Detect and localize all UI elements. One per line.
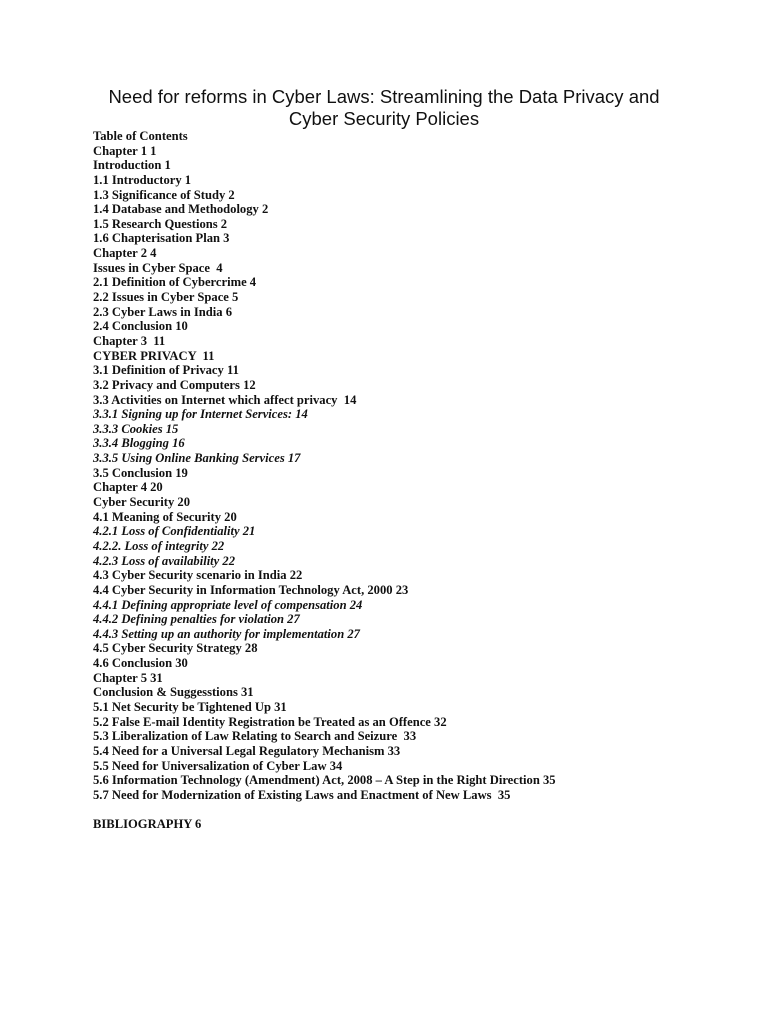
toc-entry: 5.6 Information Technology (Amendment) Act, 2008 – A Step in the Right Direction 35 — [93, 773, 556, 788]
toc-entry: Chapter 4 20 — [93, 480, 163, 495]
toc-entry: 3.3.5 Using Online Banking Services 17 — [93, 451, 301, 466]
toc-entry: 4.2.2. Loss of integrity 22 — [93, 538, 225, 553]
document-title — [40, 86, 728, 130]
toc-entry: 3.2 Privacy and Computers 12 — [93, 377, 256, 392]
toc-entry: Chapter 5 31 — [93, 670, 163, 685]
toc-entry: 4.4.2 Defining penalties for violation 27 — [93, 612, 300, 627]
toc-entry: 3.3.4 Blogging 16 — [93, 436, 185, 451]
toc-entry: Chapter 2 4 — [93, 246, 157, 261]
toc-entry: 5.3 Liberalization of Law Relating to Search and Seizure 33 — [93, 729, 417, 744]
toc-entry: 5.5 Need for Universalization of Cyber Law 34 — [93, 758, 343, 773]
toc-entry: 4.3 Cyber Security scenario in India 22 — [93, 568, 303, 583]
toc-entry: Chapter 1 1 — [93, 143, 157, 158]
table-of-contents — [93, 129, 733, 832]
toc-entry: 4.4.3 Setting up an authority for implementation 27 — [93, 626, 360, 641]
toc-entry: 2.1 Definition of Cybercrime 4 — [93, 275, 257, 290]
toc-entry: 1.1 Introductory 1 — [93, 172, 192, 187]
toc-entry: Conclusion & Suggesstions 31 — [93, 685, 254, 700]
toc-entry: 1.5 Research Questions 2 — [93, 216, 228, 231]
toc-entry: 5.2 False E-mail Identity Registration be Treated as an Offence 32 — [93, 714, 447, 729]
toc-entry: 5.1 Net Security be Tightened Up 31 — [93, 699, 287, 714]
toc-entry: 4.5 Cyber Security Strategy 28 — [93, 641, 258, 656]
toc-entry: 3.5 Conclusion 19 — [93, 465, 188, 480]
toc-entry: 4.4.1 Defining appropriate level of compensation 24 — [93, 597, 363, 612]
toc-entry: 3.3 Activities on Internet which affect privacy 14 — [93, 392, 357, 407]
toc-bibliography: BIBLIOGRAPHY 6 — [93, 817, 202, 832]
toc-entry: 1.6 Chapterisation Plan 3 — [93, 231, 230, 246]
toc-entry: 4.2.1 Loss of Confidentiality 21 — [93, 524, 256, 539]
toc-entry: Introduction 1 — [93, 158, 171, 173]
toc-entry: Issues in Cyber Space 4 — [93, 260, 223, 275]
toc-entry: 2.2 Issues in Cyber Space 5 — [93, 290, 239, 305]
toc-entry: 1.4 Database and Methodology 2 — [93, 202, 269, 217]
document-title-line-2: Cyber Security Policies — [288, 108, 480, 129]
toc-entry: 4.1 Meaning of Security 20 — [93, 509, 237, 524]
toc-entry: 3.1 Definition of Privacy 11 — [93, 363, 239, 378]
toc-entry: 4.4 Cyber Security in Information Technology Act, 2000 23 — [93, 582, 409, 597]
toc-entry: 2.3 Cyber Laws in India 6 — [93, 304, 233, 319]
toc-entry: Table of Contents — [93, 129, 188, 143]
toc-entry: Chapter 3 11 — [93, 333, 166, 348]
toc-entry: 3.3.1 Signing up for Internet Services: 14 — [93, 407, 308, 422]
toc-entry: 5.7 Need for Modernization of Existing Laws and Enactment of New Laws 35 — [93, 787, 511, 802]
toc-entry: CYBER PRIVACY 11 — [93, 348, 215, 363]
toc-entry: 3.3.3 Cookies 15 — [93, 421, 179, 436]
document-title-line-1: Need for reforms in Cyber Laws: Streamlining the Data Privacy and — [108, 86, 660, 107]
toc-entry: 1.3 Significance of Study 2 — [93, 187, 235, 202]
toc-entry: 5.4 Need for a Universal Legal Regulatory Mechanism 33 — [93, 743, 401, 758]
toc-entry: 4.6 Conclusion 30 — [93, 656, 188, 671]
toc-entry: 4.2.3 Loss of availability 22 — [93, 553, 236, 568]
toc-entry: 2.4 Conclusion 10 — [93, 319, 188, 334]
toc-entry: Cyber Security 20 — [93, 495, 191, 510]
